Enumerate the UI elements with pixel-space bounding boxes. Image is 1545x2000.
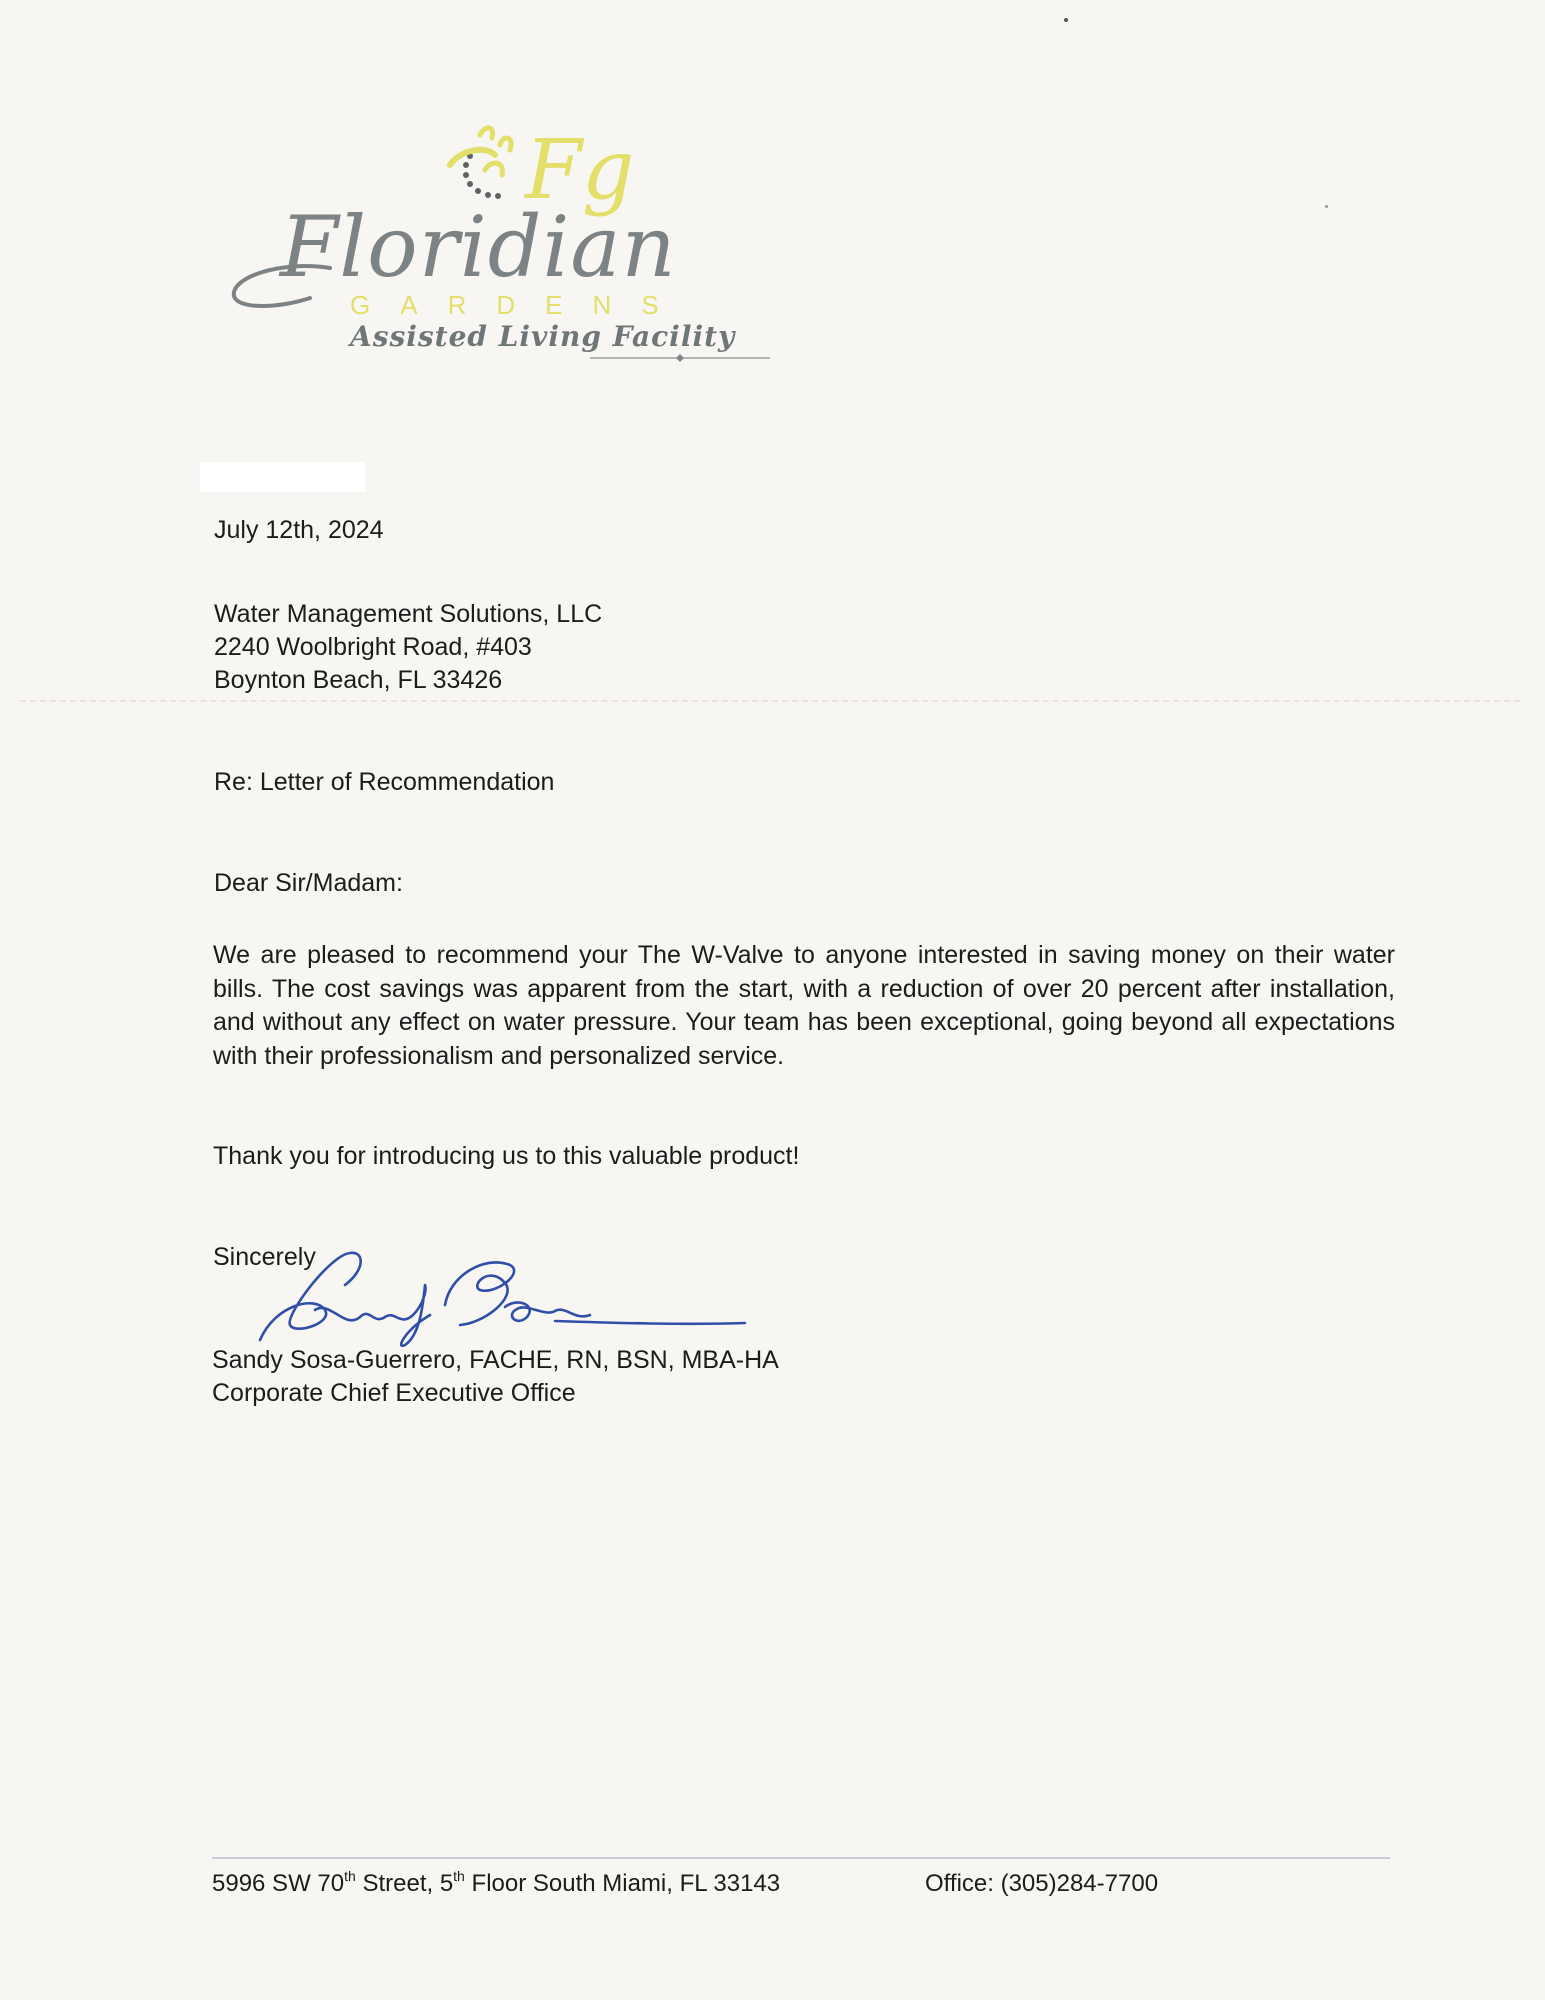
scan-speck [1064, 18, 1068, 22]
signer-title: Corporate Chief Executive Office [212, 1379, 576, 1407]
letter-salutation: Dear Sir/Madam: [214, 869, 403, 897]
footer-ordinal: th [344, 1868, 356, 1884]
signer-name: Sandy Sosa-Guerrero, FACHE, RN, BSN, MBA-HA [212, 1346, 779, 1374]
footer-ordinal: th [453, 1868, 465, 1884]
recipient-line: Water Management Solutions, LLC [214, 600, 603, 628]
footer-address-rest: Floor South Miami, FL 33143 [464, 1870, 781, 1897]
recipient-address [214, 598, 602, 697]
logo-name: Floridian [280, 198, 677, 296]
redaction-box [200, 462, 365, 492]
recipient-line: 2240 Woolbright Road, #403 [214, 633, 532, 661]
logo-ornament [580, 348, 780, 368]
monogram-text: Fg [525, 123, 635, 218]
letter-body: We are pleased to recommend your The W-Valve to anyone interested in saving money on their water bills. The cost savings was apparent from the start, with a reduction of over 20 percent after installation, and without any effect on water pressure. Your team has been exceptional, going beyond all expectations with their professionalism and personalized service. [213, 941, 1395, 1070]
footer-address [212, 1870, 780, 1898]
footer-address-number: 5996 SW 70 [212, 1870, 345, 1897]
scan-artifact-line [20, 700, 1520, 702]
footer-divider [212, 1857, 1390, 1859]
letter-date: July 12th, 2024 [214, 516, 384, 544]
company-logo [220, 120, 800, 370]
footer-office-phone: Office: (305)284-7700 [925, 1870, 1159, 1897]
recipient-line: Boynton Beach, FL 33426 [214, 666, 503, 694]
logo-tagline: Assisted Living Facility [350, 320, 736, 353]
handwritten-signature [255, 1235, 755, 1355]
scan-speck [1325, 205, 1328, 208]
signer-block [212, 1344, 779, 1410]
logo-subname: GARDENS [350, 290, 689, 320]
letter-thanks: Thank you for introducing us to this valuable product! [213, 1142, 800, 1170]
letter-subject: Re: Letter of Recommendation [214, 768, 555, 796]
letter-closing: Sincerely [213, 1243, 316, 1271]
footer-address-street: Street, 5 [355, 1870, 454, 1897]
